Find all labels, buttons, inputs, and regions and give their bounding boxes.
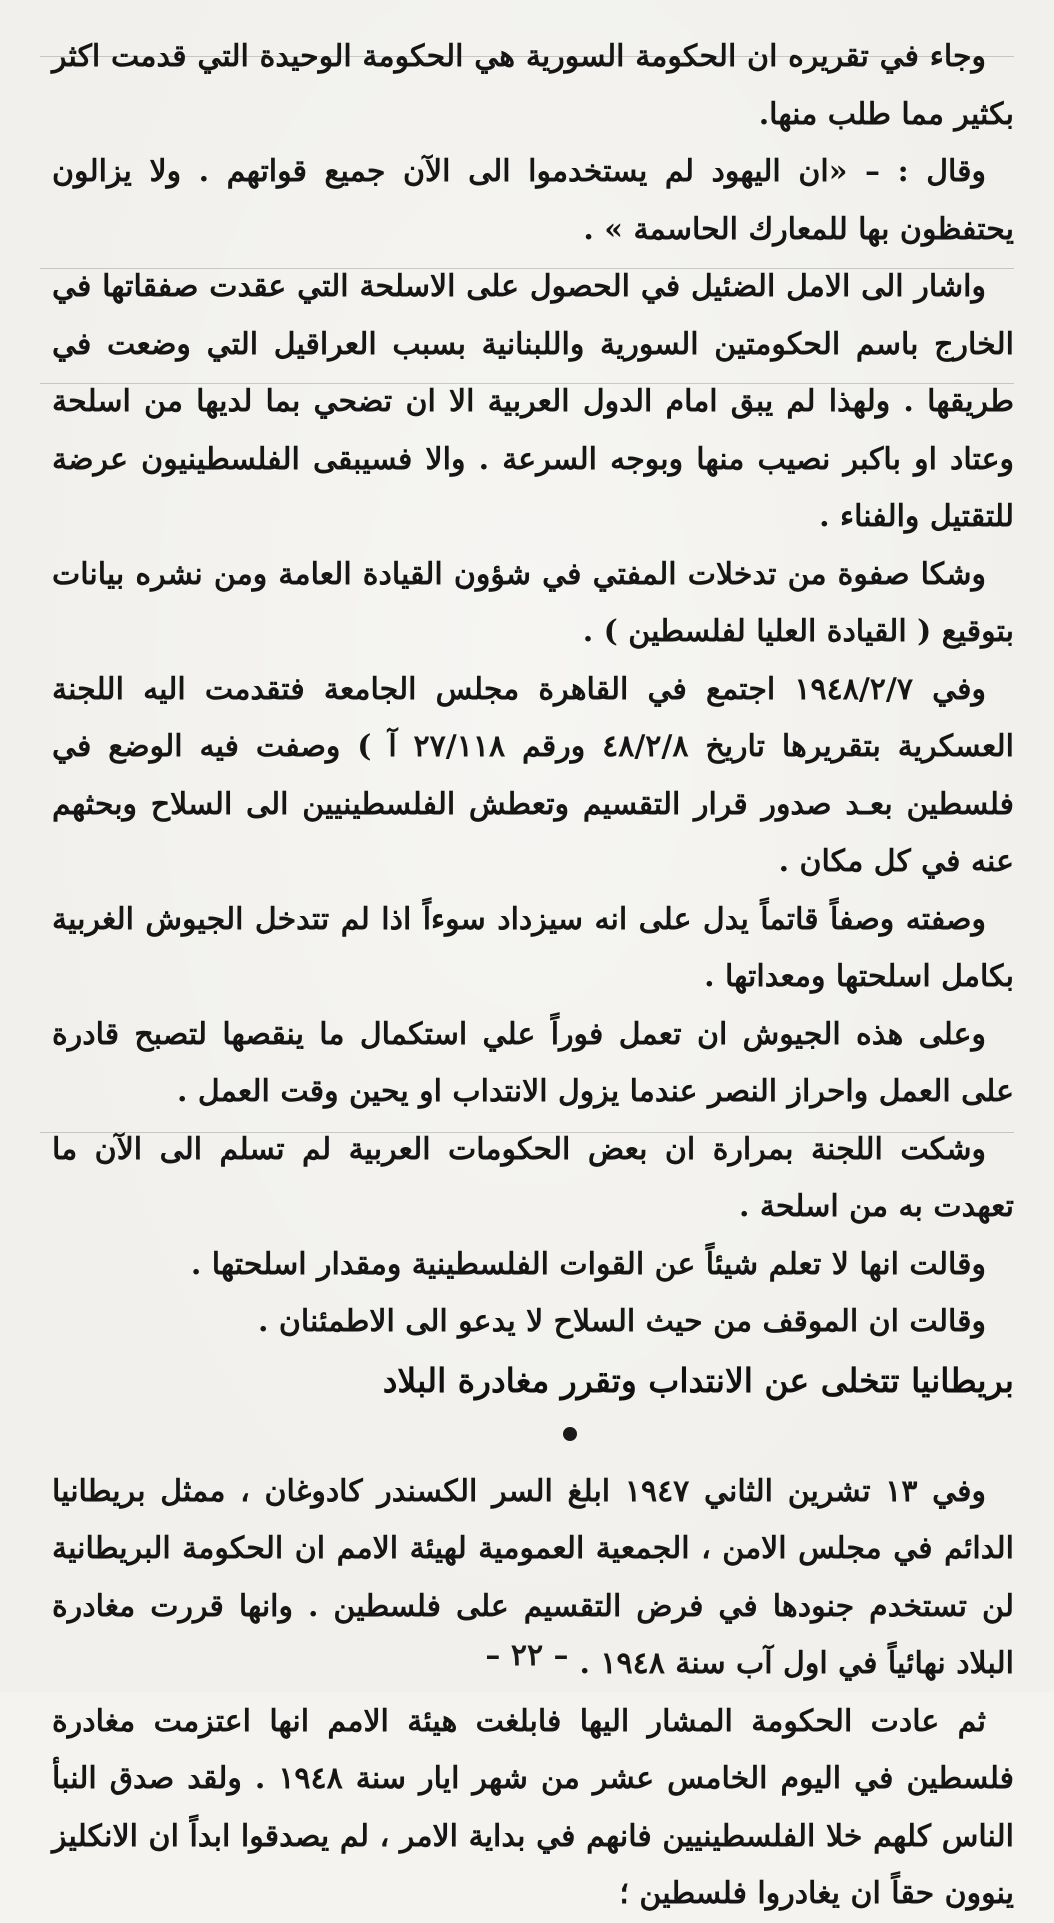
section-heading-wrap [52,1351,1014,1463]
paragraph-armies-duty: وعلى هذه الجيوش ان تعمل فوراً علي استكمال ما ينقصها لتصبح قادرة على العمل واحراز النصر عندما يزول الانتداب او يحين وقت العمل . [52,1016,1014,1109]
paragraph-committee-complaint: وشكت اللجنة بمرارة ان بعض الحكومات العربية لم تسلم الى الآن ما تعهدت به من اسلحة . [52,1131,1014,1224]
paragraph-mufti-complaint: وشكا صفوة من تدخلات المفتي في شؤون القيادة العامة ومن نشره بيانات بتوقيع ( القيادة العليا لفلسطين ) . [52,556,1014,649]
paragraph-weapons-hope: واشار الى الامل الضئيل في الحصول على الاسلحة التي عقدت صفقاتها في الخارج باسم الحكومتين السورية واللبنانية بسبب العراقيل التي وضعت في طريقها . ولهذا لم يبق امام الدول العربية الا ان تضحي بما لديها من اسلحة وعتاد او باكبر نصيب منها وبوجه السرعة . والا فسيبقى الفلسطينيون عرضة للتقتيل والفناء . [52,269,1014,534]
section-heading: بريطانيا تتخلى عن الانتداب وتقرر مغادرة البلاد [382,1360,1014,1400]
paragraph-withdrawal-date: ثم عادت الحكومة المشار اليها فابلغت هيئة الامم انها اعتزمت مغادرة فلسطين في اليوم الخامس عشر من شهر ايار سنة ١٩٤٨ . ولقد صدق النبأ الناس كلهم خلا الفلسطينيين فانهم في بداية الامر ، لم يصدقوا ابداً ان الانكليز ينوون حقاً ان يغادروا فلسطين ؛ [52,1703,1014,1911]
bullet-dot-icon [563,1427,577,1441]
paragraph-unknown-forces: وقالت انها لا تعلم شيئاً عن القوات الفلسطينية ومقدار اسلحتها . [190,1246,986,1282]
paragraph-weapons-situation: وقالت ان الموقف من حيث السلاح لا يدعو الى الاطمئنان . [257,1304,986,1339]
paragraph-league-meeting: وفي ١٩٤٨/٢/٧ اجتمع في القاهرة مجلس الجامعة فتقدمت اليه اللجنة العسكرية بتقريرها تاريخ ٤٨/٢/٨ ورقم ٢٧/١١٨ آ ) وصفت فيه الوضع في فلسطين بعـد صدور قرار التقسيم وتعطش الفلسطينيين الى السلاح وبحثهم عنه في كل مكان . [52,671,1015,879]
paragraph-jewish-forces: وقال : – «ان اليهود لم يستخدموا الى الآن جميع قواتهم . ولا يزالون يحتفظون بها للمعارك الحاسمة » . [52,154,1014,247]
paragraph-grim-description: وصفته وصفاً قاتماً يدل على انه سيزداد سوءاً اذا لم تتدخل الجيوش الغربية بكامل اسلحتها ومعداتها . [52,901,1014,994]
paragraph-cadogan-announcement: وفي ١٣ تشرين الثاني ١٩٤٧ ابلغ السر الكسندر كادوغان ، ممثل بريطانيا الدائم في مجلس الامن ، الجمعية العمومية لهيئة الامم ان الحكومة البريطانية لن تستخدم جنودها في فرض التقسيم على فلسطين . وانها قررت مغادرة البلاد نهائياً في اول آب سنة ١٩٤٨ . [52,1473,1014,1681]
page-number: – ٢٢ – [485,1638,569,1673]
paragraph-syrian-government: وجاء في تقريره ان الحكومة السورية هي الحكومة الوحيدة التي قدمت اكثر بكثير مما طلب منها. [52,39,1014,132]
